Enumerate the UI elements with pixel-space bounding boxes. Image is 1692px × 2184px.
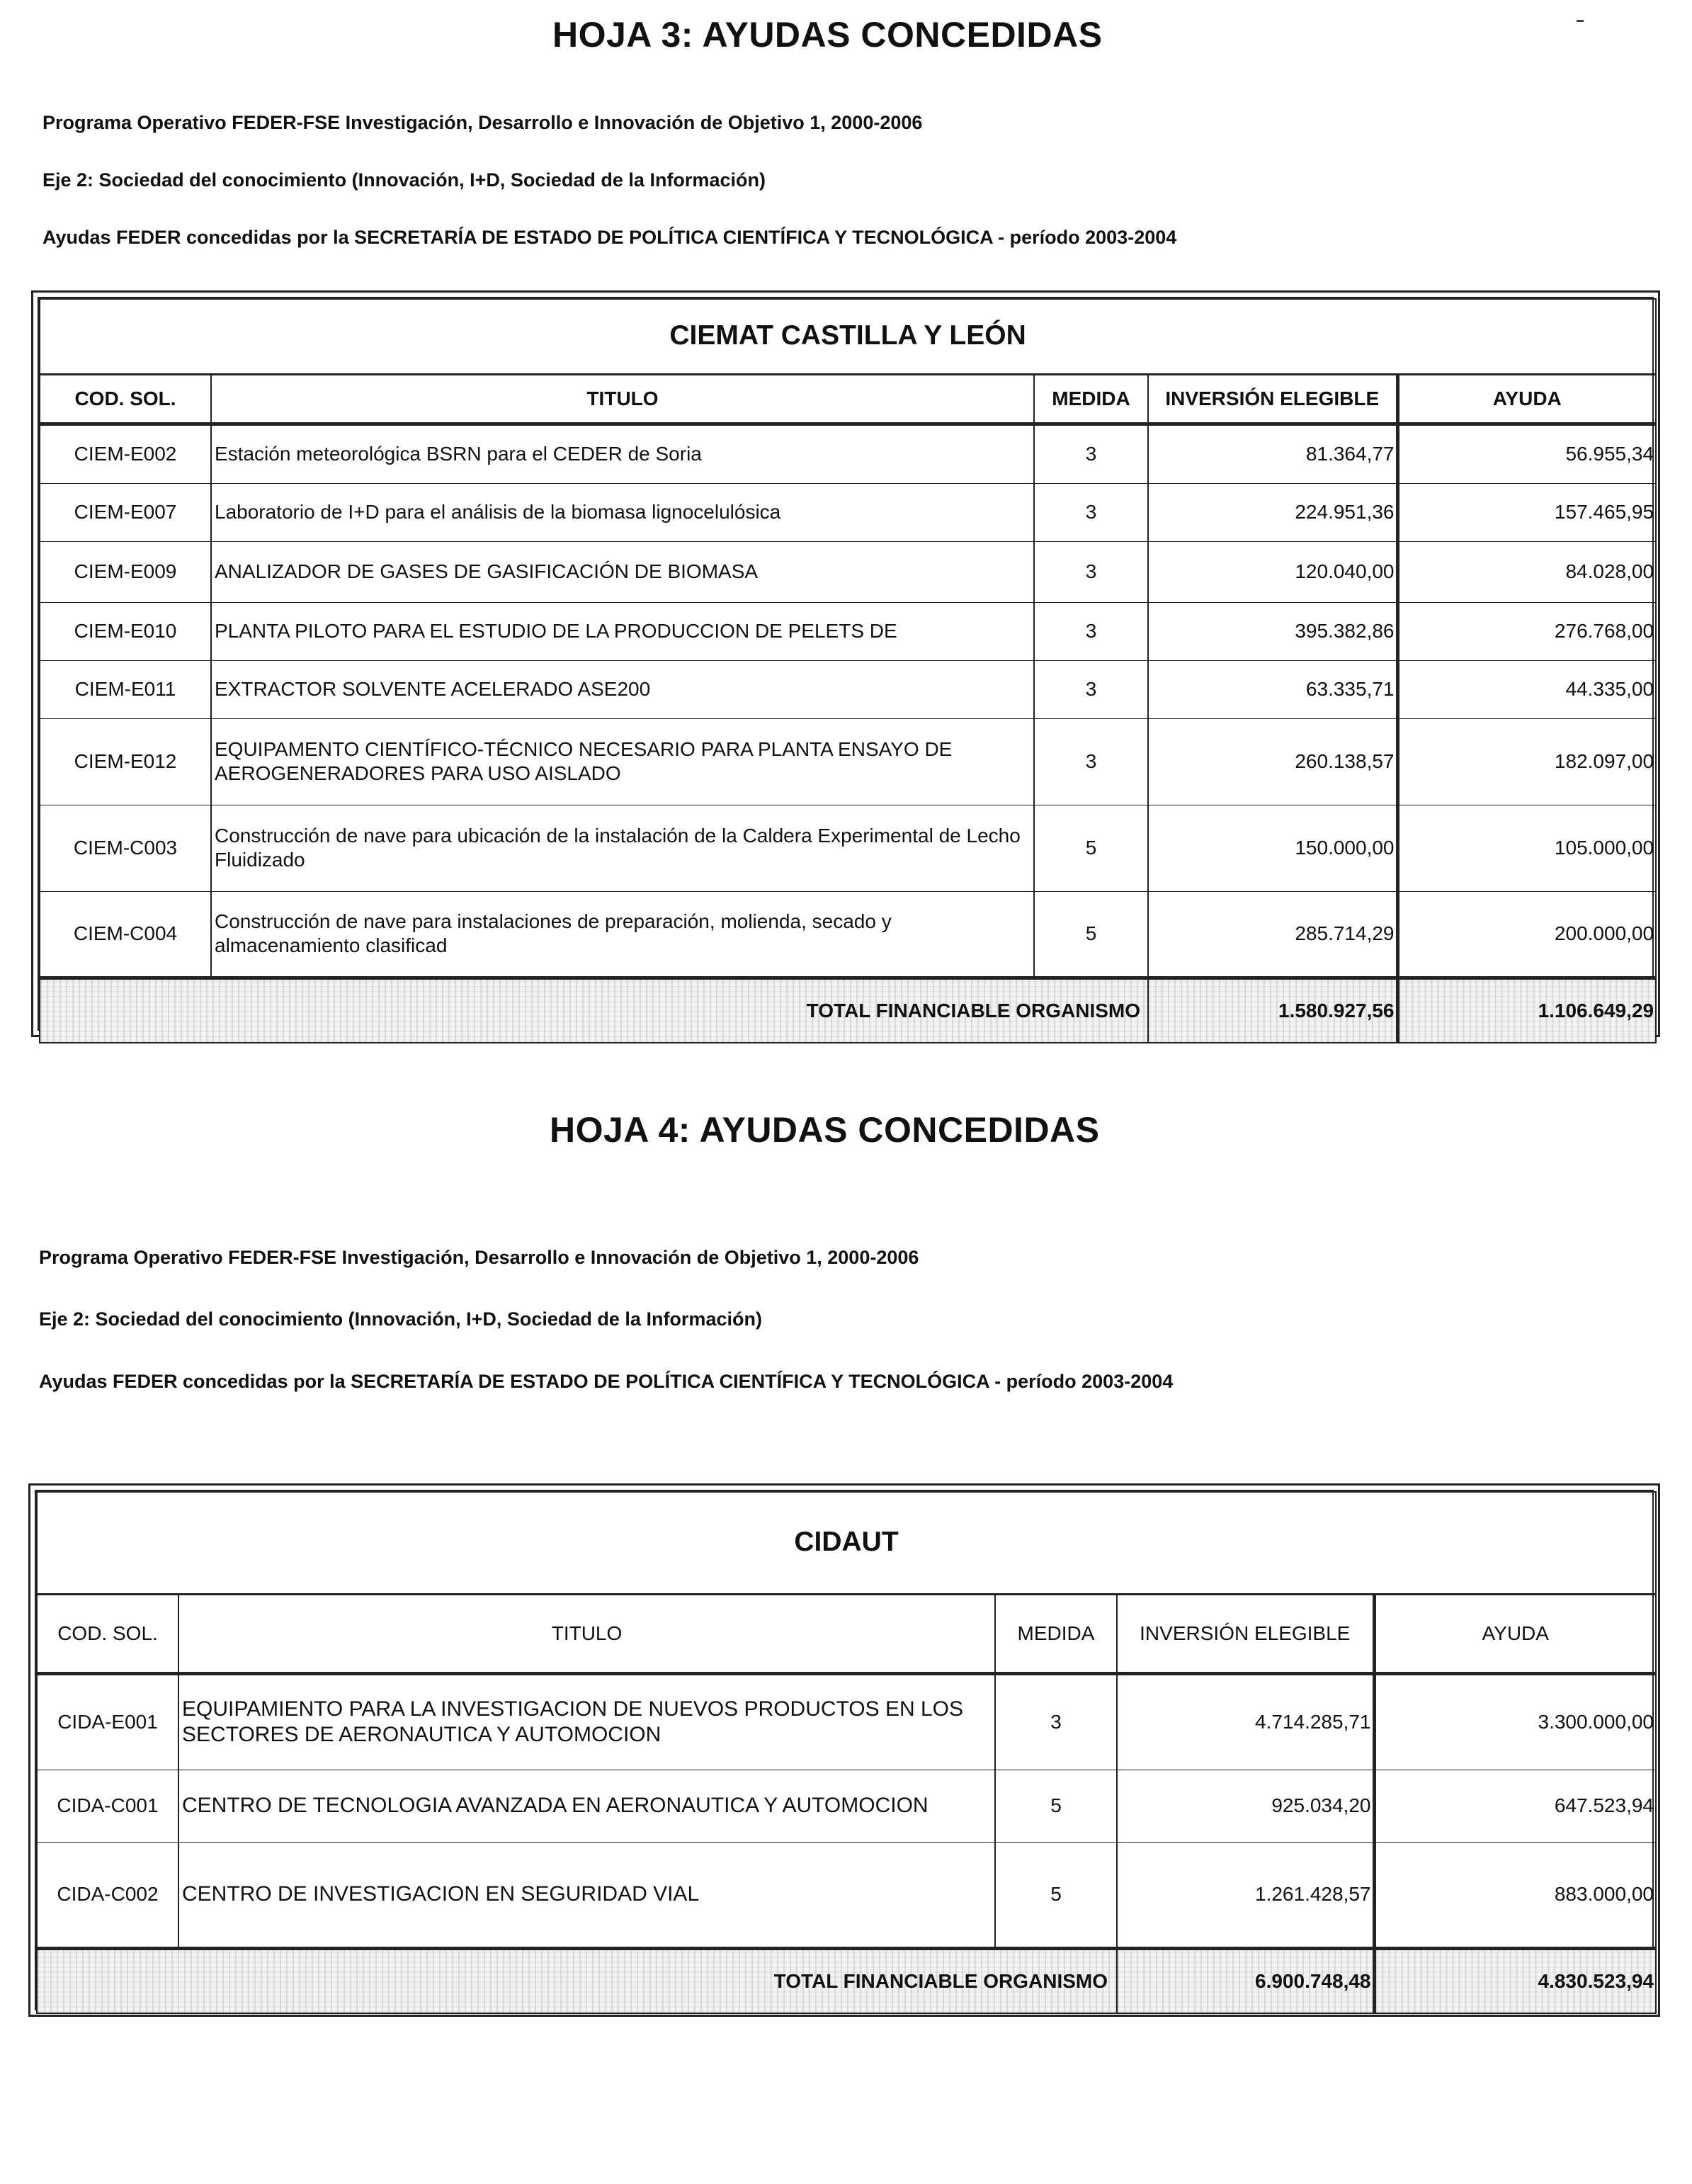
- sheet4-ayudas: Ayudas FEDER concedidas por la SECRETARÍA DE ESTADO DE POLÍTICA CIENTÍFICA Y TECNOLÓGICA - período 2003-2004: [39, 1371, 1174, 1392]
- ayuda-cell: 105.000,00: [1397, 805, 1656, 891]
- sheet4-total-row: [37, 1948, 1656, 2013]
- ayuda-cell: 276.768,00: [1397, 602, 1656, 660]
- medida-cell: 5: [995, 1770, 1117, 1842]
- cod-cell: CIEM-E002: [40, 424, 211, 483]
- sheet3-programa: Programa Operativo FEDER-FSE Investigación, Desarrollo e Innovación de Objetivo 1, 2000-2006: [42, 112, 923, 133]
- titulo-cell: ANALIZADOR DE GASES DE GASIFICACIÓN DE BIOMASA: [211, 541, 1034, 602]
- ayuda-cell: 56.955,34: [1397, 424, 1656, 483]
- cod-cell: CIDA-C001: [37, 1770, 178, 1842]
- titulo-cell: Construcción de nave para ubicación de la instalación de la Caldera Experimental de Lecho Fluidizado: [211, 805, 1034, 891]
- inversion-cell: 260.138,57: [1148, 718, 1397, 805]
- table-row: [37, 1673, 1656, 1770]
- cod-cell: CIEM-E009: [40, 541, 211, 602]
- inversion-cell: 1.261.428,57: [1117, 1842, 1374, 1948]
- ayuda-cell: 157.465,95: [1397, 483, 1656, 541]
- cod-cell: CIDA-C002: [37, 1842, 178, 1948]
- cod-cell: CIEM-E007: [40, 483, 211, 541]
- ayuda-cell: 182.097,00: [1397, 718, 1656, 805]
- table-row: [40, 660, 1656, 718]
- sheet3-header-cod: COD. SOL.: [40, 374, 211, 424]
- medida-cell: 5: [1034, 891, 1148, 978]
- sheet3-header-row: [40, 374, 1656, 424]
- cod-cell: CIEM-C004: [40, 891, 211, 978]
- table-row: [40, 541, 1656, 602]
- sheet3-header-inversion: INVERSIÓN ELEGIBLE: [1148, 374, 1397, 424]
- ayuda-cell: 44.335,00: [1397, 660, 1656, 718]
- titulo-cell: EQUIPAMENTO CIENTÍFICO-TÉCNICO NECESARIO PARA PLANTA ENSAYO DE AEROGENERADORES PARA USO AISLADO: [211, 718, 1034, 805]
- sheet4-header-medida: MEDIDA: [995, 1594, 1117, 1673]
- titulo-cell: EQUIPAMIENTO PARA LA INVESTIGACION DE NUEVOS PRODUCTOS EN LOS SECTORES DE AERONAUTICA Y AUTOMOCION: [178, 1673, 995, 1770]
- scan-mark: [1577, 20, 1584, 22]
- ayuda-cell: 647.523,94: [1374, 1770, 1656, 1842]
- total-label: TOTAL FINANCIABLE ORGANISMO: [40, 978, 1148, 1043]
- table-row: [40, 424, 1656, 483]
- titulo-cell: EXTRACTOR SOLVENTE ACELERADO ASE200: [211, 660, 1034, 718]
- sheet3-table-frame: [31, 290, 1660, 1037]
- inversion-cell: 925.034,20: [1117, 1770, 1374, 1842]
- sheet4-header-inversion: INVERSIÓN ELEGIBLE: [1117, 1594, 1374, 1673]
- medida-cell: 3: [1034, 541, 1148, 602]
- titulo-cell: PLANTA PILOTO PARA EL ESTUDIO DE LA PRODUCCION DE PELETS DE: [211, 602, 1034, 660]
- sheet4-header-titulo: TITULO: [178, 1594, 995, 1673]
- table-row: [40, 718, 1656, 805]
- total-inversion: 1.580.927,56: [1148, 978, 1397, 1043]
- table-row: [37, 1842, 1656, 1948]
- medida-cell: 5: [995, 1842, 1117, 1948]
- cod-cell: CIDA-E001: [37, 1673, 178, 1770]
- inversion-cell: 285.714,29: [1148, 891, 1397, 978]
- cod-cell: CIEM-E011: [40, 660, 211, 718]
- sheet3-eje: Eje 2: Sociedad del conocimiento (Innovación, I+D, Sociedad de la Información): [42, 169, 766, 191]
- sheet4-eje: Eje 2: Sociedad del conocimiento (Innovación, I+D, Sociedad de la Información): [39, 1308, 762, 1330]
- ayuda-cell: 3.300.000,00: [1374, 1673, 1656, 1770]
- inversion-cell: 120.040,00: [1148, 541, 1397, 602]
- inversion-cell: 395.382,86: [1148, 602, 1397, 660]
- table-row: [40, 483, 1656, 541]
- medida-cell: 3: [1034, 602, 1148, 660]
- titulo-cell: CENTRO DE INVESTIGACION EN SEGURIDAD VIAL: [178, 1842, 995, 1948]
- inversion-cell: 63.335,71: [1148, 660, 1397, 718]
- inversion-cell: 4.714.285,71: [1117, 1673, 1374, 1770]
- inversion-cell: 150.000,00: [1148, 805, 1397, 891]
- ayuda-cell: 883.000,00: [1374, 1842, 1656, 1948]
- titulo-cell: Construcción de nave para instalaciones de preparación, molienda, secado y almacenamiento clasificad: [211, 891, 1034, 978]
- total-ayuda: 4.830.523,94: [1374, 1948, 1656, 2013]
- cod-cell: CIEM-E012: [40, 718, 211, 805]
- titulo-cell: Estación meteorológica BSRN para el CEDER de Soria: [211, 424, 1034, 483]
- sheet4-header-row: [37, 1594, 1656, 1673]
- cod-cell: CIEM-E010: [40, 602, 211, 660]
- sheet3-header-titulo: TITULO: [211, 374, 1034, 424]
- total-ayuda: 1.106.649,29: [1397, 978, 1656, 1043]
- table-row: [40, 891, 1656, 978]
- total-inversion: 6.900.748,48: [1117, 1948, 1374, 2013]
- sheet4-table-frame: [28, 1483, 1660, 2017]
- medida-cell: 3: [1034, 660, 1148, 718]
- sheet4-title: HOJA 4: AYUDAS CONCEDIDAS: [550, 1110, 1100, 1150]
- ayuda-cell: 84.028,00: [1397, 541, 1656, 602]
- table-row: [40, 602, 1656, 660]
- sheet3-organismo: CIEMAT CASTILLA Y LEÓN: [40, 299, 1656, 374]
- sheet4-header-ayuda: AYUDA: [1374, 1594, 1656, 1673]
- titulo-cell: Laboratorio de I+D para el análisis de la biomasa lignocelulósica: [211, 483, 1034, 541]
- inversion-cell: 224.951,36: [1148, 483, 1397, 541]
- sheet4-programa: Programa Operativo FEDER-FSE Investigación, Desarrollo e Innovación de Objetivo 1, 2000-2006: [39, 1247, 919, 1268]
- table-row: [40, 805, 1656, 891]
- sheet4-header-cod: COD. SOL.: [37, 1594, 178, 1673]
- inversion-cell: 81.364,77: [1148, 424, 1397, 483]
- sheet3-header-ayuda: AYUDA: [1397, 374, 1656, 424]
- table-row: [37, 1770, 1656, 1842]
- sheet3-total-row: [40, 978, 1656, 1043]
- cod-cell: CIEM-C003: [40, 805, 211, 891]
- titulo-cell: CENTRO DE TECNOLOGIA AVANZADA EN AERONAUTICA Y AUTOMOCION: [178, 1770, 995, 1842]
- sheet3-title: HOJA 3: AYUDAS CONCEDIDAS: [552, 15, 1103, 55]
- sheet3-header-medida: MEDIDA: [1034, 374, 1148, 424]
- medida-cell: 3: [995, 1673, 1117, 1770]
- sheet4-table: [36, 1491, 1657, 2014]
- medida-cell: 3: [1034, 483, 1148, 541]
- sheet4-organismo: CIDAUT: [37, 1492, 1656, 1594]
- ayuda-cell: 200.000,00: [1397, 891, 1656, 978]
- sheet3-table: [39, 298, 1657, 1043]
- medida-cell: 3: [1034, 424, 1148, 483]
- sheet3-ayudas: Ayudas FEDER concedidas por la SECRETARÍA DE ESTADO DE POLÍTICA CIENTÍFICA Y TECNOLÓGICA - período 2003-2004: [42, 227, 1177, 248]
- total-label: TOTAL FINANCIABLE ORGANISMO: [37, 1948, 1117, 2013]
- medida-cell: 5: [1034, 805, 1148, 891]
- medida-cell: 3: [1034, 718, 1148, 805]
